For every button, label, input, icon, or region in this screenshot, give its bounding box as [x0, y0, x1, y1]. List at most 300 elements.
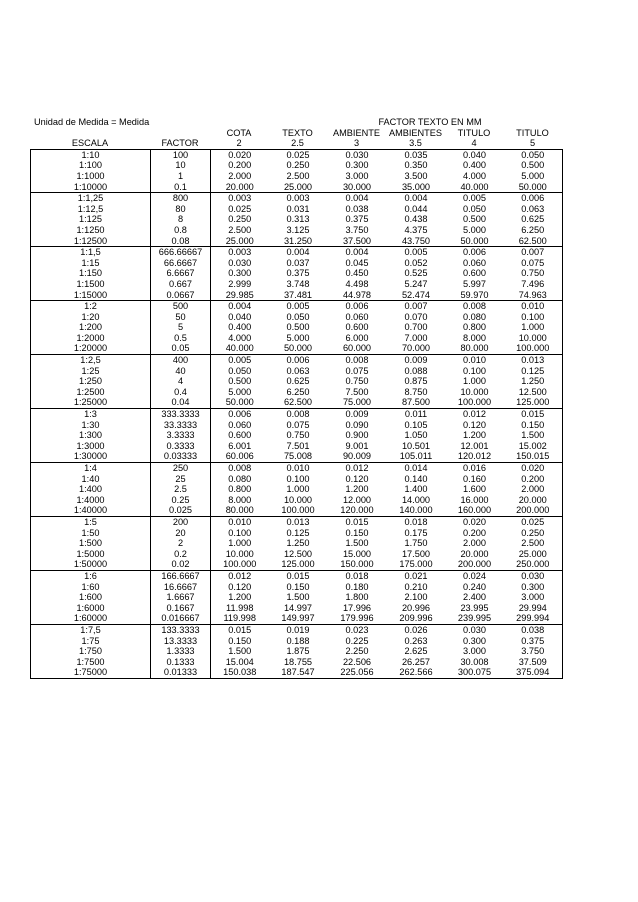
titulo-5-cell: 150.015 [516, 451, 550, 462]
ambiente-cell: 0.900 [345, 430, 369, 441]
escala-cell: 1:25000 [73, 397, 108, 408]
ambientes-cell: 0.044 [404, 203, 428, 214]
factor-cell: 0.02 [151, 559, 211, 570]
factor-cell: 80 [151, 204, 211, 215]
titulo-4-cell: 2.000 [463, 538, 486, 549]
texto-cell: 6.250 [286, 386, 310, 397]
escala-cell: 1:20000 [73, 343, 108, 354]
texto-cell: 0.031 [286, 203, 310, 214]
ambiente-cell: 0.038 [345, 203, 369, 214]
ambientes-cell: 8.750 [404, 386, 428, 397]
escala-cell: 1:600 [79, 592, 102, 603]
texto-cell: 100.000 [281, 505, 315, 516]
ambiente-cell: 120.000 [340, 505, 374, 516]
titulo-5-cell: 0.625 [521, 214, 545, 225]
cota-cell: 0.012 [211, 570, 269, 581]
texto-cell: 62.500 [283, 397, 313, 408]
ambientes-cell: 0.004 [387, 193, 446, 204]
ambiente-cell: 0.150 [345, 527, 369, 538]
table-row [31, 646, 563, 657]
ambiente-cell: 0.004 [328, 193, 387, 204]
texto-cell: 0.006 [269, 355, 328, 366]
titulo-4-cell: 3.000 [463, 646, 486, 657]
factor-cell: 800 [151, 193, 211, 204]
titulo-5-cell: 0.030 [504, 570, 563, 581]
factor-cell: 100 [151, 149, 211, 160]
ambiente-cell: 0.300 [345, 160, 369, 171]
ambientes-cell: 87.500 [401, 397, 431, 408]
factor-cell: 0.667 [151, 279, 211, 290]
escala-cell: 1:200 [79, 322, 102, 333]
titulo-5-cell: 1.000 [521, 322, 545, 333]
escala-cell: 1:6 [31, 570, 151, 581]
ambiente-cell: 75.000 [342, 397, 372, 408]
escala-cell: 1:7,5 [31, 624, 151, 635]
escala-cell: 1:500 [79, 538, 102, 549]
ambiente-cell: 90.009 [342, 451, 372, 462]
cota-cell: 0.020 [211, 149, 269, 160]
cota-cell: 0.500 [211, 376, 269, 387]
texto-cell: 0.063 [286, 365, 310, 376]
cota-cell: 29.985 [211, 290, 269, 301]
escala-cell: 1:10 [31, 149, 151, 160]
table-row [31, 624, 563, 635]
titulo-4-cell: 0.600 [463, 268, 486, 279]
factor-cell: 0.0667 [151, 290, 211, 301]
table-row [31, 268, 563, 279]
escala-cell: 1:2000 [76, 332, 105, 343]
scale-table [30, 149, 563, 679]
escala-cell: 1:400 [79, 484, 102, 495]
titulo-5-cell: 62.500 [518, 235, 547, 246]
escala-cell: 1:30 [81, 419, 100, 430]
ambiente-cell: 0.030 [328, 149, 387, 160]
ambiente-cell: 0.045 [345, 257, 369, 268]
texto-cell: 0.003 [269, 193, 328, 204]
factor-cell: 0.08 [151, 236, 211, 247]
ambientes-cell: 20.996 [401, 602, 431, 613]
texto-cell: 0.019 [269, 624, 328, 635]
ambiente-cell: 225.056 [340, 667, 374, 678]
factor-cell: 0.1 [151, 182, 211, 193]
escala-cell: 1:30000 [73, 451, 108, 462]
titulo-5-cell: 1.500 [521, 430, 545, 441]
titulo-5-cell: 0.050 [504, 149, 563, 160]
table-row [31, 397, 563, 408]
titulo-5-cell: 0.007 [504, 247, 563, 258]
titulo-5-cell: 10.000 [518, 332, 547, 343]
table-row [31, 258, 563, 269]
escala-cell: 1:1000 [76, 170, 105, 181]
ambiente-cell: 0.090 [345, 419, 369, 430]
escala-cell: 1:3000 [76, 440, 105, 451]
factor-cell: 2.5 [151, 484, 211, 495]
ambiente-cell: 37.500 [342, 235, 372, 246]
scale-factor-sheet [30, 117, 562, 679]
table-row [31, 430, 563, 441]
escala-cell: 1:40 [81, 473, 100, 484]
col-header-factor: FACTOR [161, 138, 199, 149]
table-row [31, 538, 563, 549]
ambiente-cell: 7.500 [345, 386, 369, 397]
ambientes-cell: 0.021 [387, 570, 446, 581]
table-row [31, 387, 563, 398]
ambiente-cell: 0.180 [345, 581, 369, 592]
factor-cell: 0.4 [151, 387, 211, 398]
escala-cell: 1:125 [79, 214, 102, 225]
texto-cell: 1.875 [286, 646, 310, 657]
ambiente-cell: 3.000 [345, 170, 369, 181]
titulo-4-cell: 0.016 [446, 463, 504, 474]
texto-cell: 0.037 [286, 257, 310, 268]
texto-cell: 0.313 [286, 214, 310, 225]
factor-cell: 200 [151, 516, 211, 527]
texto-cell: 0.025 [269, 149, 328, 160]
titulo-5-cell: 0.075 [521, 257, 545, 268]
texto-cell: 0.013 [269, 516, 328, 527]
ambientes-cell: 0.175 [404, 527, 428, 538]
factor-cell: 25 [151, 474, 211, 485]
texto-cell: 0.250 [286, 160, 310, 171]
factor-cell: 20 [151, 528, 211, 539]
scale-table-body [31, 149, 563, 678]
ambiente-cell: 0.012 [328, 463, 387, 474]
factor-cell: 0.03333 [151, 451, 211, 462]
col-sub-ambiente: 3 [353, 138, 360, 149]
ambientes-cell: 0.005 [387, 247, 446, 258]
escala-cell: 1:6000 [76, 602, 105, 613]
cota-cell: 60.006 [211, 451, 269, 462]
ambiente-cell: 30.000 [342, 181, 372, 192]
table-row [31, 236, 563, 247]
escala-cell: 1:7500 [76, 656, 105, 667]
texto-cell: 5.000 [286, 332, 310, 343]
factor-cell: 0.5 [151, 333, 211, 344]
cota-cell: 0.015 [211, 624, 269, 635]
titulo-4-cell: 10.000 [460, 386, 489, 397]
titulo-4-cell: 0.006 [446, 247, 504, 258]
ambiente-cell: 44.978 [342, 289, 372, 300]
titulo-5-cell: 0.020 [504, 463, 563, 474]
texto-cell: 2.500 [286, 170, 310, 181]
factor-cell: 0.016667 [151, 613, 211, 624]
escala-cell: 1:1500 [76, 278, 105, 289]
cota-cell: 0.400 [211, 322, 269, 333]
escala-cell: 1:15000 [73, 289, 108, 300]
titulo-4-cell: 120.012 [457, 451, 492, 462]
cota-cell: 0.003 [211, 247, 269, 258]
titulo-5-cell: 0.006 [504, 193, 563, 204]
factor-cell: 133.3333 [151, 624, 211, 635]
table-row [31, 182, 563, 193]
col-header-cota: COTA [226, 127, 252, 138]
table-row [31, 603, 563, 614]
factor-cell: 66.6667 [151, 258, 211, 269]
titulo-4-cell: 0.120 [463, 419, 486, 430]
ambiente-cell: 1.200 [345, 484, 369, 495]
ambiente-cell: 0.060 [345, 311, 369, 322]
ambientes-cell: 0.088 [404, 365, 428, 376]
titulo-5-cell: 0.750 [521, 268, 545, 279]
titulo-4-cell: 0.200 [463, 527, 486, 538]
cota-cell: 15.004 [211, 657, 269, 668]
col-sub-ambientes: 3.5 [409, 138, 422, 149]
table-row [31, 570, 563, 581]
titulo-5-cell: 0.063 [521, 203, 545, 214]
titulo-5-cell: 20.000 [518, 494, 547, 505]
ambiente-cell: 0.225 [345, 635, 369, 646]
escala-cell: 1:15 [81, 257, 100, 268]
ambiente-cell: 12.000 [342, 494, 372, 505]
ambientes-cell: 0.035 [387, 149, 446, 160]
texto-cell: 0.075 [286, 419, 310, 430]
cota-cell: 25.000 [211, 236, 269, 247]
titulo-4-cell: 0.060 [463, 257, 486, 268]
ambiente-cell: 0.006 [328, 301, 387, 312]
cota-cell: 0.003 [211, 193, 269, 204]
titulo-4-cell: 0.012 [446, 409, 504, 420]
titulo-5-cell: 0.500 [521, 160, 545, 171]
table-row [31, 366, 563, 377]
ambientes-cell: 0.263 [404, 635, 428, 646]
ambientes-cell: 10.501 [401, 440, 431, 451]
table-row [31, 474, 563, 485]
titulo-5-cell: 0.250 [521, 527, 545, 538]
escala-cell: 1:250 [79, 376, 102, 387]
cota-cell: 1.200 [211, 592, 269, 603]
factor-cell: 3.3333 [151, 430, 211, 441]
ambientes-cell: 1.050 [404, 430, 428, 441]
ambientes-cell: 17.500 [401, 548, 431, 559]
titulo-4-cell: 5.000 [463, 224, 486, 235]
texto-cell: 50.000 [283, 343, 313, 354]
factor-cell: 1.6667 [151, 592, 211, 603]
cota-cell: 100.000 [211, 559, 269, 570]
factor-cell: 6.6667 [151, 268, 211, 279]
titulo-5-cell: 7.496 [521, 278, 545, 289]
factor-cell: 13.3333 [151, 636, 211, 647]
ambiente-cell: 0.015 [328, 516, 387, 527]
ambiente-cell: 22.506 [342, 656, 372, 667]
col-sub-titulo-5: 5 [529, 138, 536, 149]
ambiente-cell: 179.996 [340, 613, 374, 624]
header-row-3 [30, 138, 562, 149]
titulo-5-cell: 0.200 [521, 473, 545, 484]
factor-cell: 1.3333 [151, 646, 211, 657]
ambientes-cell: 3.500 [404, 170, 428, 181]
table-row [31, 409, 563, 420]
texto-cell: 31.250 [283, 235, 313, 246]
titulo-4-cell: 23.995 [460, 602, 489, 613]
cota-cell: 0.030 [211, 258, 269, 269]
cota-cell: 0.300 [211, 268, 269, 279]
ambientes-cell: 262.566 [399, 667, 433, 678]
texto-cell: 1.500 [286, 592, 310, 603]
header-row-2 [30, 128, 562, 139]
table-row [31, 420, 563, 431]
texto-cell: 0.188 [286, 635, 310, 646]
table-row [31, 613, 563, 624]
factor-cell: 5 [151, 322, 211, 333]
cota-cell: 2.999 [211, 279, 269, 290]
titulo-5-cell: 0.010 [504, 301, 563, 312]
ambientes-cell: 1.400 [404, 484, 428, 495]
table-row [31, 636, 563, 647]
ambientes-cell: 0.525 [404, 268, 428, 279]
factor-cell: 0.2 [151, 549, 211, 560]
table-row [31, 149, 563, 160]
cota-cell: 0.060 [211, 420, 269, 431]
titulo-5-cell: 29.994 [518, 602, 547, 613]
texto-cell: 0.100 [286, 473, 310, 484]
escala-cell: 1:300 [79, 430, 102, 441]
ambientes-cell: 52.474 [401, 289, 431, 300]
ambiente-cell: 1.500 [345, 538, 369, 549]
table-row [31, 171, 563, 182]
texto-cell: 149.997 [281, 613, 315, 624]
ambientes-cell: 70.000 [401, 343, 431, 354]
table-row [31, 516, 563, 527]
factor-cell: 250 [151, 463, 211, 474]
cota-cell: 0.040 [211, 312, 269, 323]
ambientes-cell: 140.000 [399, 505, 433, 516]
table-row [31, 484, 563, 495]
titulo-4-cell: 20.000 [460, 548, 489, 559]
ambientes-cell: 0.011 [387, 409, 446, 420]
cota-cell: 0.006 [211, 409, 269, 420]
titulo-5-cell: 200.000 [516, 505, 550, 516]
cota-cell: 11.998 [211, 603, 269, 614]
texto-cell: 3.125 [286, 224, 310, 235]
texto-cell: 14.997 [283, 602, 313, 613]
table-row [31, 193, 563, 204]
escala-cell: 1:3 [31, 409, 151, 420]
table-row [31, 667, 563, 678]
texto-cell: 0.008 [269, 409, 328, 420]
ambientes-cell: 35.000 [401, 181, 431, 192]
cota-cell: 0.600 [211, 430, 269, 441]
factor-cell: 333.3333 [151, 409, 211, 420]
titulo-4-cell: 0.005 [446, 193, 504, 204]
escala-cell: 1:60000 [73, 613, 108, 624]
header-row-1 [30, 117, 562, 128]
escala-cell: 1:75 [81, 635, 100, 646]
titulo-5-cell: 0.100 [521, 311, 545, 322]
titulo-4-cell: 0.030 [446, 624, 504, 635]
titulo-4-cell: 0.500 [463, 214, 486, 225]
ambiente-cell: 0.750 [345, 376, 369, 387]
ambiente-cell: 0.008 [328, 355, 387, 366]
titulo-5-cell: 1.250 [521, 376, 545, 387]
factor-cell: 0.04 [151, 397, 211, 408]
factor-cell: 1 [151, 171, 211, 182]
ambientes-cell: 0.438 [404, 214, 428, 225]
ambientes-cell: 0.140 [404, 473, 428, 484]
factor-cell: 2 [151, 538, 211, 549]
titulo-5-cell: 250.000 [516, 559, 550, 570]
escala-cell: 1:2,5 [31, 355, 151, 366]
escala-cell: 1:12,5 [77, 203, 104, 214]
ambientes-cell: 2.625 [404, 646, 428, 657]
texto-cell: 0.375 [286, 268, 310, 279]
col-header-titulo-5: TITULO [516, 127, 549, 138]
table-row [31, 247, 563, 258]
cota-cell: 5.000 [211, 387, 269, 398]
cota-cell: 0.800 [211, 484, 269, 495]
texto-cell: 187.547 [281, 667, 315, 678]
ambiente-cell: 1.800 [345, 592, 369, 603]
col-sub-cota: 2 [236, 138, 242, 149]
titulo-4-cell: 0.040 [446, 149, 504, 160]
factor-cell: 10 [151, 160, 211, 171]
texto-cell: 12.500 [283, 548, 313, 559]
titulo-5-cell: 0.015 [504, 409, 563, 420]
col-header-titulo-4: TITULO [457, 127, 491, 138]
ambiente-cell: 0.023 [328, 624, 387, 635]
ambiente-cell: 0.450 [345, 268, 369, 279]
escala-cell: 1:1,25 [31, 193, 151, 204]
ambientes-cell: 14.000 [401, 494, 431, 505]
titulo-5-cell: 50.000 [518, 181, 547, 192]
texto-cell: 75.008 [283, 451, 313, 462]
titulo-4-cell: 16.000 [460, 494, 489, 505]
titulo-4-cell: 4.000 [463, 170, 486, 181]
table-row [31, 160, 563, 171]
factor-cell: 0.25 [151, 495, 211, 506]
ambientes-cell: 105.011 [399, 451, 433, 462]
cota-cell: 0.004 [211, 301, 269, 312]
factor-cell: 0.1333 [151, 657, 211, 668]
col-header-ambiente: AMBIENTE [333, 127, 380, 138]
titulo-4-cell: 59.970 [460, 289, 489, 300]
titulo-4-cell: 200.000 [457, 559, 492, 570]
ambiente-cell: 2.250 [345, 646, 369, 657]
titulo-4-cell: 0.240 [463, 581, 486, 592]
ambiente-cell: 0.600 [345, 322, 369, 333]
escala-cell: 1:150 [79, 268, 102, 279]
ambientes-cell: 43.750 [401, 235, 431, 246]
cota-cell: 0.200 [211, 160, 269, 171]
titulo-4-cell: 0.400 [463, 160, 486, 171]
col-header-ambientes: AMBIENTES [388, 127, 443, 138]
texto-cell: 0.150 [286, 581, 310, 592]
ambientes-cell: 0.026 [387, 624, 446, 635]
ambientes-cell: 0.210 [404, 581, 428, 592]
table-row [31, 301, 563, 312]
ambientes-cell: 209.996 [399, 613, 433, 624]
cota-cell: 40.000 [211, 343, 269, 354]
ambiente-cell: 9.001 [345, 440, 369, 451]
factor-cell: 0.05 [151, 343, 211, 354]
titulo-4-cell: 80.000 [460, 343, 489, 354]
titulo-5-cell: 375.094 [516, 667, 550, 678]
ambientes-cell: 0.007 [387, 301, 446, 312]
table-row [31, 343, 563, 354]
titulo-5-cell: 0.013 [504, 355, 563, 366]
titulo-5-cell: 100.000 [516, 343, 550, 354]
cota-cell: 8.000 [211, 495, 269, 506]
texto-cell: 37.481 [283, 289, 313, 300]
ambientes-cell: 7.000 [404, 332, 428, 343]
unit-label: Unidad de Medida = Medida [34, 117, 150, 127]
cota-cell: 0.080 [211, 474, 269, 485]
factor-cell: 0.01333 [151, 667, 211, 678]
titulo-4-cell: 5.997 [463, 278, 486, 289]
titulo-4-cell: 50.000 [460, 235, 489, 246]
table-row [31, 582, 563, 593]
titulo-5-cell: 3.000 [521, 592, 545, 603]
ambiente-cell: 17.996 [342, 602, 372, 613]
